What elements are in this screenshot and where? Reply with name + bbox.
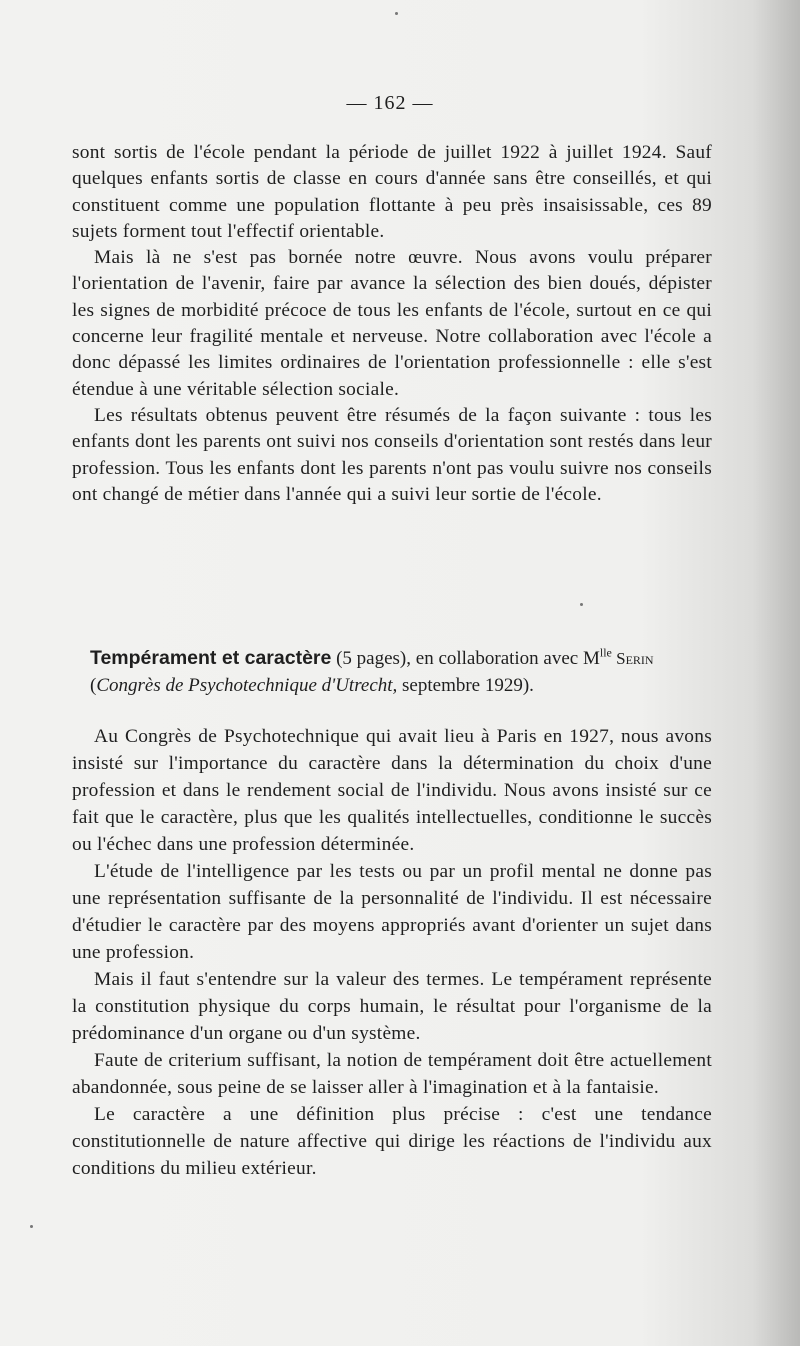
speck-mark	[580, 603, 583, 606]
heading-sup: lle	[599, 645, 612, 660]
heading-venue-open: (	[90, 675, 97, 696]
paragraph: sont sortis de l'école pendant la période de juillet 1922 à juillet 1924. Sauf quelques enfants sortis de classe en cours d'année sans être conseillés, et qui constituent comme une population flottante à peu près insaisissable, ces 89 sujets forment tout l'effectif orientable.	[72, 142, 712, 242]
heading-title: Tempérament et caractère	[90, 647, 332, 669]
page-number: — 162 —	[346, 92, 434, 114]
speck-mark	[30, 1225, 33, 1228]
section-heading	[90, 645, 730, 699]
paragraph: Les résultats obtenus peuvent être résumés de la façon suivante : tous les enfants dont les parents ont suivi nos conseils d'orientation sont restés dans leur profession. Tous les enfants dont les parents n'ont pas voulu suivre nos conseils ont changé de métier dans l'année qui a suivi leur sortie de l'école.	[72, 404, 712, 505]
speck-mark	[395, 12, 398, 15]
heading-line-1	[90, 645, 730, 672]
heading-date: septembre 1929).	[397, 675, 534, 696]
paragraph: Mais il faut s'entendre sur la valeur des termes. Le tempérament représente la constitution physique du corps humain, le résultat pour l'organisme de la prédominance d'un organe ou d'un système.	[72, 969, 712, 1044]
paragraph: L'étude de l'intelligence par les tests ou par un profil mental ne donne pas une représentation suffisante de la personnalité de l'individu. Il est nécessaire d'étudier le caractère par des moyens appropriés avant d'orienter un sujet dans une profession.	[72, 861, 712, 963]
paragraph: Faute de criterium suffisant, la notion de tempérament doit être actuellement abandonnée, sous peine de se laisser aller à l'imagination et à la fantaisie.	[72, 1050, 712, 1098]
heading-line-2	[90, 672, 730, 699]
text-block-section	[72, 723, 712, 1182]
paragraph: Le caractère a une définition plus précise : c'est une tendance constitutionnelle de nature affective qui dirige les réactions de l'individu aux conditions du milieu extérieur.	[72, 1104, 712, 1179]
paragraph: Mais là ne s'est pas bornée notre œuvre. Nous avons voulu préparer l'orientation de l'avenir, faire par avance la sélection des bien doués, dépister les signes de morbidité précoce de tous les enfants de l'école, surtout en ce qui concerne leur fragilité mentale et nerveuse. Notre collaboration avec l'école a donc dépassé les limites ordinaires de l'orientation professionnelle : elle s'est étendue à une véritable sélection sociale.	[72, 247, 712, 400]
paragraph: Au Congrès de Psychotechnique qui avait lieu à Paris en 1927, nous avons insisté sur l'importance du caractère dans la détermination du choix d'une profession et dans le rendement social de l'individu. Nous avons insisté sur ce fait que le caractère, plus que les qualités intellectuelles, conditionne le succès ou l'échec dans une profession déterminée.	[72, 726, 712, 855]
heading-detail: (5 pages), en collaboration avec M	[331, 648, 600, 669]
text-block-continued	[72, 140, 712, 508]
heading-venue: Congrès de Psychotechnique d'Utrecht,	[96, 675, 398, 696]
heading-name: Serin	[611, 649, 654, 668]
